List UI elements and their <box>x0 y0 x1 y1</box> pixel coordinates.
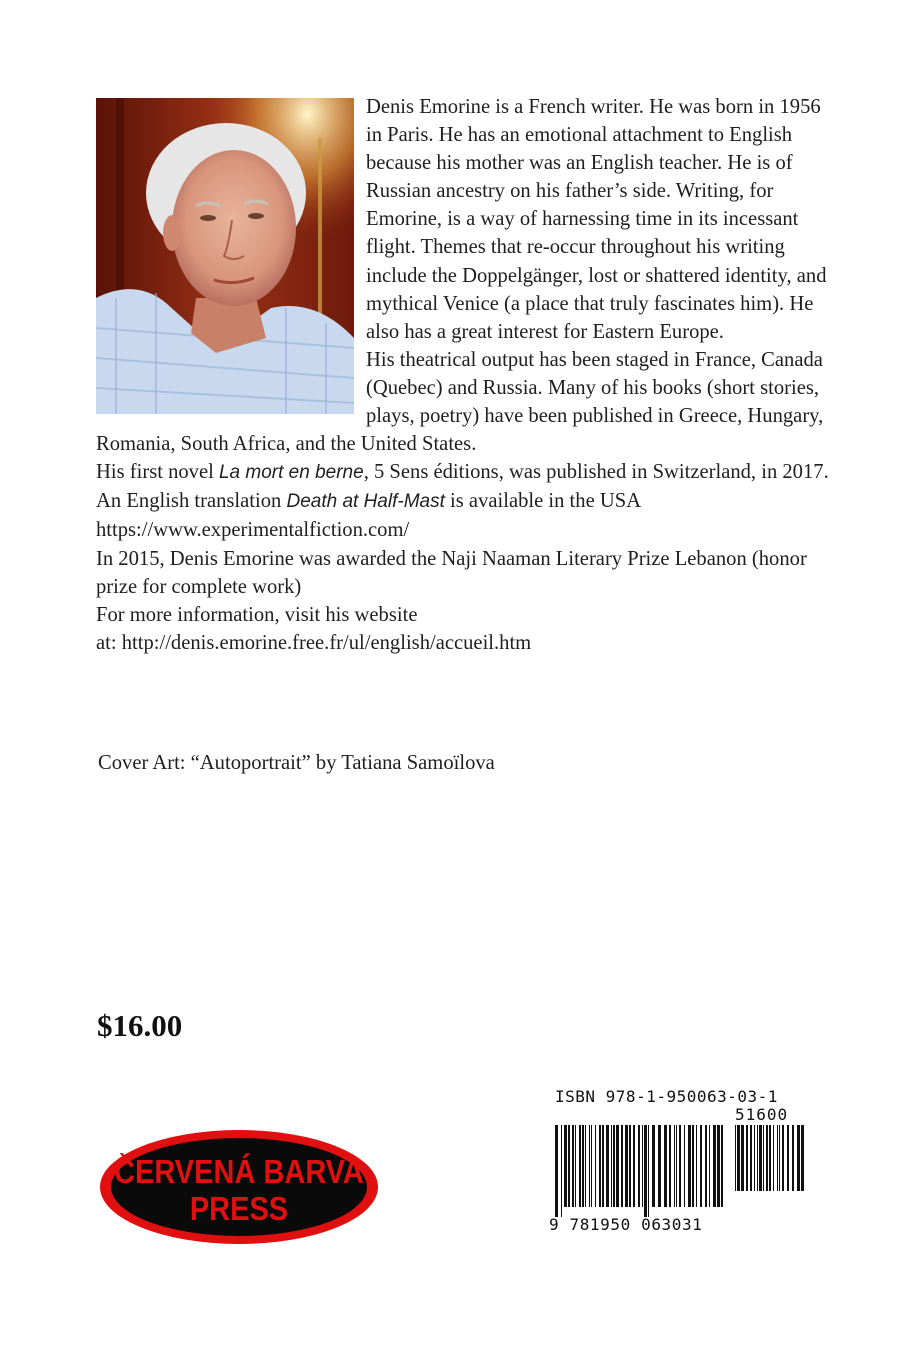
barcode-bar <box>664 1125 667 1207</box>
barcode-bar <box>582 1125 584 1207</box>
barcode-bar <box>766 1125 768 1191</box>
publisher-logo-line2: PRESS <box>189 1190 289 1228</box>
barcode-bar <box>709 1125 710 1207</box>
barcode-bar <box>602 1125 604 1207</box>
barcode-bar <box>621 1125 623 1207</box>
bio-paragraph-3 <box>96 458 841 487</box>
barcode-bar <box>754 1125 755 1191</box>
barcode-bar <box>599 1125 601 1207</box>
barcode-bar <box>705 1125 707 1207</box>
barcode-bar <box>642 1125 643 1207</box>
barcode-bar <box>759 1125 762 1191</box>
barcode-bar <box>679 1125 681 1207</box>
addon-barcode-bars <box>735 1125 807 1201</box>
barcode-bar <box>737 1125 740 1191</box>
barcode-bar <box>787 1125 789 1191</box>
translation-title: Death at Half-Mast <box>286 491 445 513</box>
bio-p4-pre: An English translation <box>96 490 287 513</box>
isbn-label: ISBN 978-1-950063-03-1 <box>555 1087 778 1106</box>
barcode-bar <box>625 1125 628 1207</box>
ean-barcode-bars <box>555 1125 727 1217</box>
barcode-bar <box>713 1125 716 1207</box>
barcode-bar <box>585 1125 586 1207</box>
barcode-bar <box>700 1125 702 1207</box>
barcode-bar <box>721 1125 723 1207</box>
barcode-bar <box>561 1125 562 1217</box>
barcode-bar <box>579 1125 581 1207</box>
bio-paragraph-1: Denis Emorine is a French writer. He was born in 1956 in Paris. He has an emotional attachment to English because his mother was an English teacher. He is of Russian ancestry on his father’s side. Writing, for Emorine, is a way of harnessing time in its incessant flight. Themes that re-occur throughout his writing include the Doppelgänger, lost or shattered identity, and mythical Venice (a place that truly fascinates him). He also has a great interest for Eastern Europe. <box>366 96 827 343</box>
barcode-bar <box>684 1125 685 1207</box>
barcode-bar <box>763 1125 764 1191</box>
novel-title: La mort en berne <box>218 462 364 484</box>
publisher-logo <box>98 1128 380 1246</box>
barcode-bar <box>773 1125 774 1191</box>
bio-paragraph-2: His theatrical output has been staged in France, Canada (Quebec) and Russia. Many of his books (short stories, plays, poetry) have been published in Greece, Hungary, Romania, South Africa, and the United States. <box>96 348 824 456</box>
barcode-bar <box>735 1125 736 1191</box>
website-url: at: http://denis.emorine.free.fr/ul/english/accueil.htm <box>96 631 532 654</box>
book-price: $16.00 <box>97 1008 183 1043</box>
barcode-bar <box>616 1125 619 1207</box>
barcode-bar <box>746 1125 748 1191</box>
barcode-bar <box>777 1125 778 1191</box>
barcode-bar <box>652 1125 655 1207</box>
barcode-bar <box>741 1125 744 1191</box>
barcode-bar <box>613 1125 615 1207</box>
barcode-bar <box>658 1125 661 1207</box>
cover-art-credit: Cover Art: “Autoportrait” by Tatiana Samoïlova <box>98 752 495 774</box>
author-bio <box>96 93 841 657</box>
barcode-bar <box>797 1125 800 1191</box>
barcode-bar <box>611 1125 612 1207</box>
barcode-bar <box>669 1125 671 1207</box>
barcode-bar <box>572 1125 574 1207</box>
bio-p3-post: , 5 Sens éditions, was published in Switzerland, in 2017. <box>363 461 829 484</box>
publisher-url: https://www.experimentalfiction.com/ <box>96 519 410 542</box>
publisher-logo-line1: ČERVENÁ BARVA <box>114 1153 364 1191</box>
barcode-bar <box>779 1125 780 1191</box>
bio-paragraph-4 <box>96 487 841 516</box>
photo-wrap-space <box>96 93 366 419</box>
barcode-bar <box>575 1125 576 1207</box>
barcode-bar <box>591 1125 592 1207</box>
barcode-bar <box>696 1125 697 1207</box>
bio-p4-post: is available in the USA <box>444 490 642 513</box>
barcode-bar <box>782 1125 784 1191</box>
barcode-bar <box>589 1125 590 1207</box>
barcode-bar <box>792 1125 794 1191</box>
price-code: 51600 <box>735 1105 789 1124</box>
barcode-bar <box>568 1125 570 1207</box>
barcode-bar <box>676 1125 677 1207</box>
barcode-bar <box>564 1125 567 1207</box>
barcode-bar <box>769 1125 771 1191</box>
barcode-bar <box>757 1125 758 1191</box>
barcode-bar <box>688 1125 691 1207</box>
bio-paragraph-6: For more information, visit his website <box>96 603 418 626</box>
barcode-bar <box>638 1125 640 1207</box>
ean-digits: 9 781950 063031 <box>549 1215 703 1234</box>
barcode-bar <box>648 1125 649 1217</box>
isbn-barcode <box>545 1085 815 1235</box>
barcode-bar <box>674 1125 675 1207</box>
barcode-bar <box>801 1125 804 1191</box>
barcode-bar <box>692 1125 694 1207</box>
barcode-bar <box>595 1125 596 1207</box>
bio-p3-pre: His first novel <box>96 461 219 484</box>
bio-paragraph-5: In 2015, Denis Emorine was awarded the Naji Naaman Literary Prize Lebanon (honor prize for complete work) <box>96 547 807 598</box>
barcode-bar <box>555 1125 558 1217</box>
barcode-bar <box>629 1125 631 1207</box>
barcode-bar <box>750 1125 752 1191</box>
barcode-bar <box>717 1125 720 1207</box>
barcode-bar <box>633 1125 635 1207</box>
barcode-bar <box>606 1125 609 1207</box>
barcode-bar <box>644 1125 647 1217</box>
